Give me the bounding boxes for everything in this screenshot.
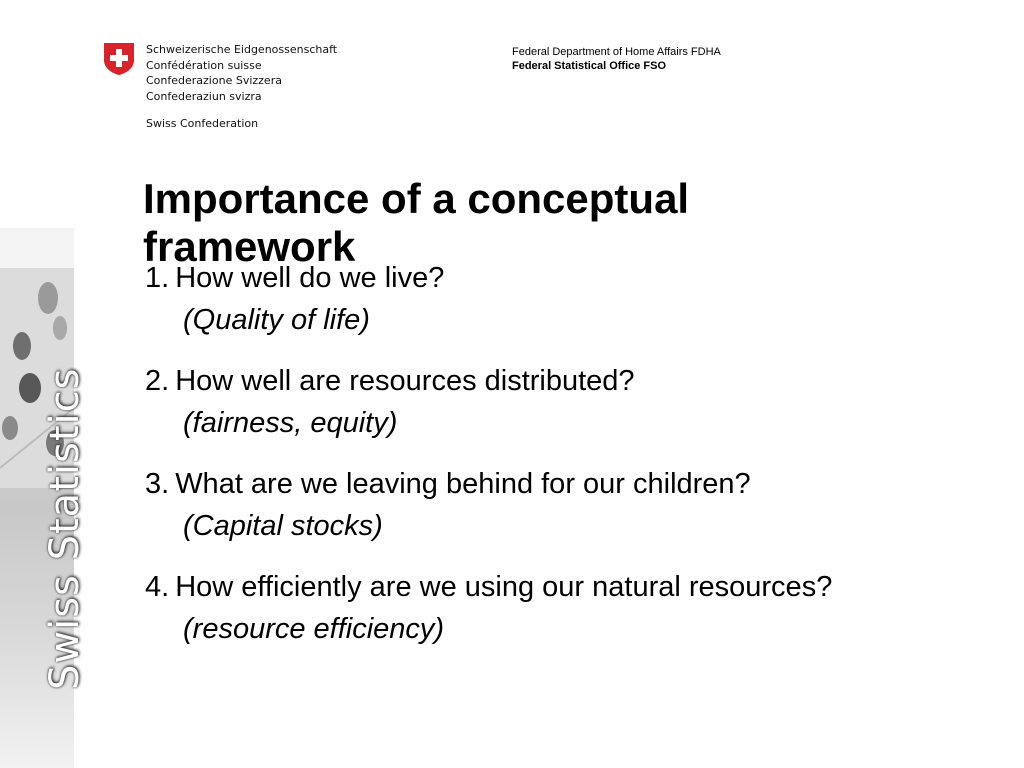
- question-item: [145, 569, 1015, 652]
- question-number: 3.: [145, 468, 170, 500]
- question-text: How well are resources distributed?: [175, 365, 635, 397]
- question-text: What are we leaving behind for our children?: [175, 468, 751, 500]
- question-item: [145, 260, 1015, 343]
- question-number: 1.: [145, 262, 170, 294]
- question-note: (resource efficiency): [183, 613, 445, 645]
- swiss-statistics-wordmark: Swiss Statistics: [42, 367, 88, 690]
- confederation-name-en: Swiss Confederation: [146, 117, 259, 130]
- question-text: How efficiently are we using our natural resources?: [175, 571, 833, 603]
- question-note: (Quality of life): [183, 304, 370, 336]
- confederation-name-fr: Confédération suisse: [146, 58, 262, 72]
- question-number: 4.: [145, 571, 170, 603]
- office-name: Federal Statistical Office FSO: [512, 60, 667, 72]
- confederation-name-rm: Confederaziun svizra: [146, 89, 262, 103]
- question-note: (Capital stocks): [183, 510, 383, 542]
- question-note: (fairness, equity): [183, 407, 398, 439]
- confederation-name-it: Confederazione Svizzera: [146, 74, 282, 87]
- confederation-name-de: Schweizerische Eidgenossenschaft: [146, 43, 338, 56]
- department-header: [512, 45, 721, 73]
- question-item: [145, 363, 1015, 446]
- question-text: How well do we live?: [175, 262, 445, 294]
- question-number: 2.: [145, 365, 170, 397]
- slide-title: Importance of a conceptual framework: [143, 175, 690, 270]
- questions-list: [145, 260, 1015, 652]
- question-item: [145, 466, 1015, 549]
- confederation-names: [146, 42, 337, 104]
- swiss-shield-icon: [103, 42, 135, 76]
- department-name: Federal Department of Home Affairs FDHA: [512, 46, 721, 58]
